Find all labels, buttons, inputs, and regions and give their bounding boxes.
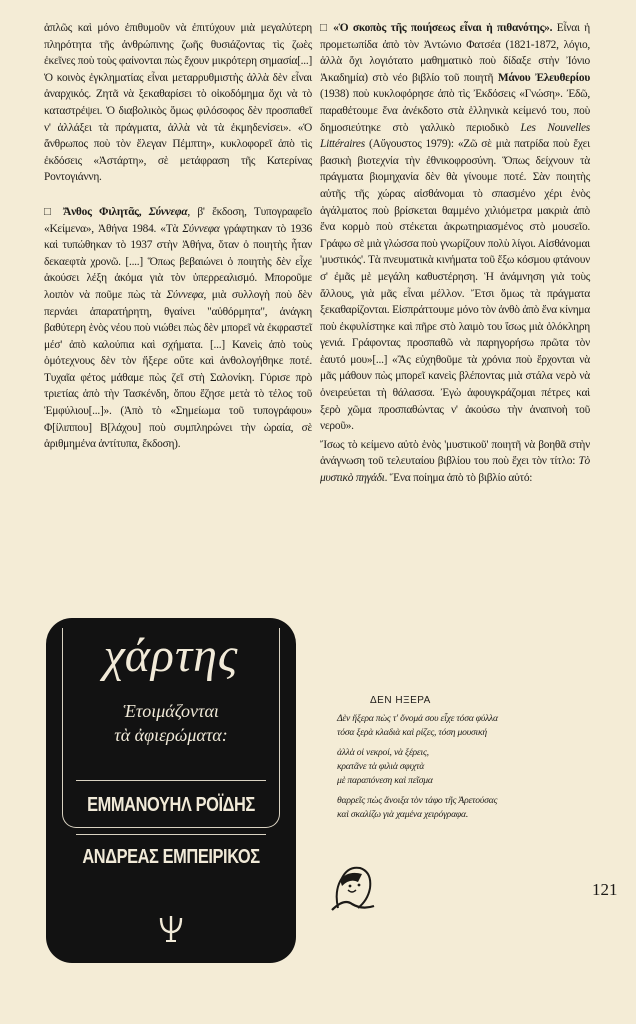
poem-line: κρατᾶνε τὰ φιλιὰ σφιχτὰ bbox=[337, 761, 425, 772]
charts-advertisement bbox=[46, 618, 296, 963]
left-paragraph-1: ἁπλῶς καὶ μόνο ἐπιθυμοῦν νὰ ἐπιτύχουν μιὰ μεγαλύτερη πληρότητα τῆς ἀνθρώπινης ζωῆς θυσιάζοντας τὶς ζωὲς ἐκεῖνες ποὺ τοὺς φαίνονται πὼς ἔχουν μικρότερη σημασία[...] Ὁ κοινὸς ἐγκληματίας εἶναι μεταρρυθμιστὴς ἀλλὰ δὲν εἶναι ἀναρχικός. Ζητᾶ νὰ ξεκαθαρίσει τὸ οἰκοδόμημα ὄχι νὰ τὸ καταστρέψει. Ὁ διαβολικὸς ὅμως φιλόσοφος δὲν προσπαθεῖ ν' ἀλλάξει τὰ πράγματα, ἀλλὰ νὰ τὰ ἐκμηδενίσει». «Ὁ ἄνθρωπος ποὺ τὸν ἔλεγαν Πέμπτη», κυκλοφορεῖ ἀπὸ τὶς ἐκδόσεις «Ἀστάρτη», σὲ μετάφραση τῆς Κατερίνας Ροντογιάννη. bbox=[44, 22, 312, 184]
right-column bbox=[320, 20, 590, 489]
magazine-logo: χάρτης bbox=[103, 629, 239, 682]
article-text: Ἴσως τὸ κείμενο αὐτὸ ἑνὸς 'μυστικοῦ' ποιητῆ νὰ βοηθᾶ στὴν ἀνάγνωση τοῦ τελευταίου βιβλίου του ποὺ ἔχει τὸν τίτλο: bbox=[320, 438, 590, 468]
ad-divider bbox=[76, 780, 266, 781]
left-column bbox=[44, 20, 312, 455]
journal-name: Les Nouvelles Littéraires bbox=[320, 121, 590, 151]
psi-emblem-icon bbox=[157, 914, 185, 944]
ad-name-empeirikos: ΑΝΔΡΕΑΣ ΕΜΠΕΙΡΙΚΟΣ bbox=[82, 846, 260, 868]
article-text: (1938) ποὺ κυκλοφόρησε ἀπὸ τὶς Ἐκδόσεις «Γνώση». Ἐδῶ, παραθέτουμε ἕνα ἀνέκδοτο στὰ ἑλληνικὰ κείμενό του, ποὺ δημοσιεύτηκε στὸ γαλλικὸ περιοδικὸ bbox=[320, 88, 590, 134]
book-info: , β' ἔκδοση, Τυπογραφεῖο «Κείμενα», Ἀθήνα 1984. «Τὰ bbox=[44, 205, 312, 235]
book-author: Ἄνθος Φιλητᾶς, bbox=[62, 205, 142, 218]
bullet-square: □ bbox=[320, 22, 329, 34]
poem-stanza bbox=[337, 712, 597, 740]
article-text: Εἶναι ἡ προμετωπίδα ἀπὸ τὸν Ἀντώνιο Φατσέα (1821-1872, λόγιο, ἀλλὰ ὄχι λογιότατο μαθηματικὸ ποὺ δίδαξε στὴν Ἰόνιο Ἀκαδημία) στὸ νέο βιβλίο τοῦ ποιητῆ bbox=[320, 22, 590, 84]
poem-line: τόσα ξερὰ κλαδιὰ καὶ ρίζες, τόση μουσική bbox=[337, 727, 487, 738]
poem-stanza bbox=[337, 746, 597, 788]
right-paragraph-1 bbox=[320, 20, 590, 435]
poem-line: Δὲν ἤξερα πὼς τ' ὄνομά σου εἶχε τόσα φύλλα bbox=[337, 713, 498, 724]
quote-lead: «Ὁ σκοπὸς τῆς ποιήσεως εἶναι ἡ πιθανότης». bbox=[333, 22, 553, 34]
poem-stanza bbox=[337, 794, 597, 822]
poem-line: καὶ σκαλίζω γιὰ χαμένα χειρόγραφα. bbox=[337, 809, 469, 820]
ad-subtitle-line1: Ἑτοιμάζονται bbox=[123, 701, 219, 721]
book-title-mention: Σύννεφα bbox=[166, 288, 204, 301]
poem-title: ΔΕΝ ΗΞΕΡΑ bbox=[370, 695, 431, 706]
ad-subtitle-line2: τὰ ἀφιερώματα: bbox=[114, 725, 228, 745]
poem-line: θαρρεῖς πὼς ἄνοιξα τὸν τάφο τῆς Ἀρετούσας bbox=[337, 795, 498, 806]
book-title-mention: Σύννεφα bbox=[182, 222, 220, 235]
poem-line: μὲ παραπόνεση καὶ πεῖσμα bbox=[337, 775, 433, 786]
ad-name-roidis: ΕΜΜΑΝΟΥΗΛ ΡΟΪΔΗΣ bbox=[87, 794, 255, 816]
article-text: . Ἕνα ποίημα ἀπὸ τὸ βιβλίο αὐτό: bbox=[384, 472, 533, 485]
right-paragraph-2 bbox=[320, 437, 590, 487]
book-text: γράφτηκαν τὸ 1936 καὶ τυπώθηκαν τὸ 1937 στὴν Ἀθήνα, ὅταν ὁ ποιητὴς ἦταν δεκαεφτὰ χρονῶ. [....] Ὅπως βεβαιώνει ὁ ποιητὴς δὲν εἶχε ἀκούσει λέξη ἀκόμα γιὰ τὸν ὑπερρεαλισμό. Μποροῦμε λοιπὸν νὰ ποῦμε πὼς τὰ bbox=[44, 222, 312, 301]
book-title: Τὸ μυστικὸ πηγάδι bbox=[320, 455, 590, 485]
poet-name: Μάνου Ἐλευθερίου bbox=[497, 71, 590, 84]
poem-line: ἀλλὰ οἱ νεκροί, νὰ ξέρεις, bbox=[337, 747, 429, 758]
book-text: , μιὰ συλλογὴ ποὺ δὲν περνάει ἀπαρατήρητη, θγαίνει "αὐθόρμητα", ἀνάγκη βαθύτερη ἑνὸς νέου ποὺ νιώθει πὼς δὲν μπορεῖ νὰ ἐκφραστεῖ μέσ' ἀπὸ καλούπια καὶ σχήματα. [...] Κανεὶς ἀπὸ τοὺς ὁμότεχνους δὲν τὸν ἤξερε οὔτε καὶ ἀνθολογήθηκε ποτέ. Τυχαῖα φέτος μάθαμε πὼς ζεῖ στὴ Σαλονίκη. Γύρισε πρὸ τριετίας ἀπὸ τὴν Τασκένδη, ὅπου ἔζησε μετὰ τὸ τέλος τοῦ Ἐμφύλιου[...]». (Ἀπὸ τὸ «Σημείωμα τοῦ τυπογράφου» Φ[ίλιππου] Β[λάχου] ποὺ συμπληρώνει τὴν ὡραία, σὲ ἀριθμημένα ἀντίτυπα, ἔκδοση). bbox=[44, 288, 312, 451]
page-number: 121 bbox=[592, 880, 618, 899]
ad-divider bbox=[76, 834, 266, 835]
poem-body bbox=[337, 712, 597, 828]
article-text: (Αὔγουστος 1979): «Ζῶ σὲ μιὰ πατρίδα ποὺ ἔχει βασικὴ βιοτεχνία τὴν ἐθνικοφροσύνη. Ὅπως δείχνουν τὰ πράγματα βιομηχανία δὲν θὰ γίνουμε ποτέ. Σὰν ποιητὴς αὐτῆς τῆς χώρας αἰσθάνομαι τὸ σπασμένο χέρι ἑνὸς ἀγάλματος ποὺ βρίσκεται θαμμένο χιλιόμετρα μακριὰ ἀπὸ ἕνα κορμὸ ποὺ στέκεται ἀκρωτηριασμένος στὸ μουσεῖο. Γράφω σὲ μιὰ γλώσσα ποὺ γνωρίζουν πολὺ λίγοι. Αἰσθάνομαι 'μυστικός'. Τὰ πνευματικὰ κινήματα τοῦ ἔξω κόσμου φτάνουν σ' ἐμᾶς μὲ μεγάλη καθυστέρηση. Ἡ ἀνάμνηση γιὰ τοὺς ἄλλους, γιὰ μᾶς εἶναι μέλλον. Ἔτσι ὅμως τὰ πράγματα ξεκαθαρίζονται. Εἰσπράττουμε μόνο τὸν ἀνθὸ ἀπὸ ἕνα κίνημα ποὺ ἐκφυλίστηκε καὶ πῆρε στὸ λαιμὸ του ἴσως μιὰ ὁλόκληρη γενιά. Γράφοντας προσπαθῶ νὰ παρηγορήσω πρῶτα τὸν ἑαυτό μου»[...] «Ἂς εὐχηθοῦμε τὰ χρόνια ποὺ ἔρχονται νὰ μᾶς μάθουν πὼς μπορεῖ κανεὶς βλέποντας μιὰ στάλα νερὸ νὰ ὀνειρεύεται τὴ θάλασσα. Ἐγὼ ἀφουγκράζομαι πέτρες καὶ ξερὸ χῶμα προσπαθώντας ν' ἀκούσω τὴν ἀναπνοὴ τοῦ νεροῦ». bbox=[320, 138, 590, 433]
bullet-square: □ bbox=[44, 205, 56, 218]
book-title: Σύννεφα bbox=[148, 205, 188, 218]
left-paragraph-2 bbox=[44, 204, 312, 453]
poet-portrait-icon bbox=[328, 860, 378, 912]
